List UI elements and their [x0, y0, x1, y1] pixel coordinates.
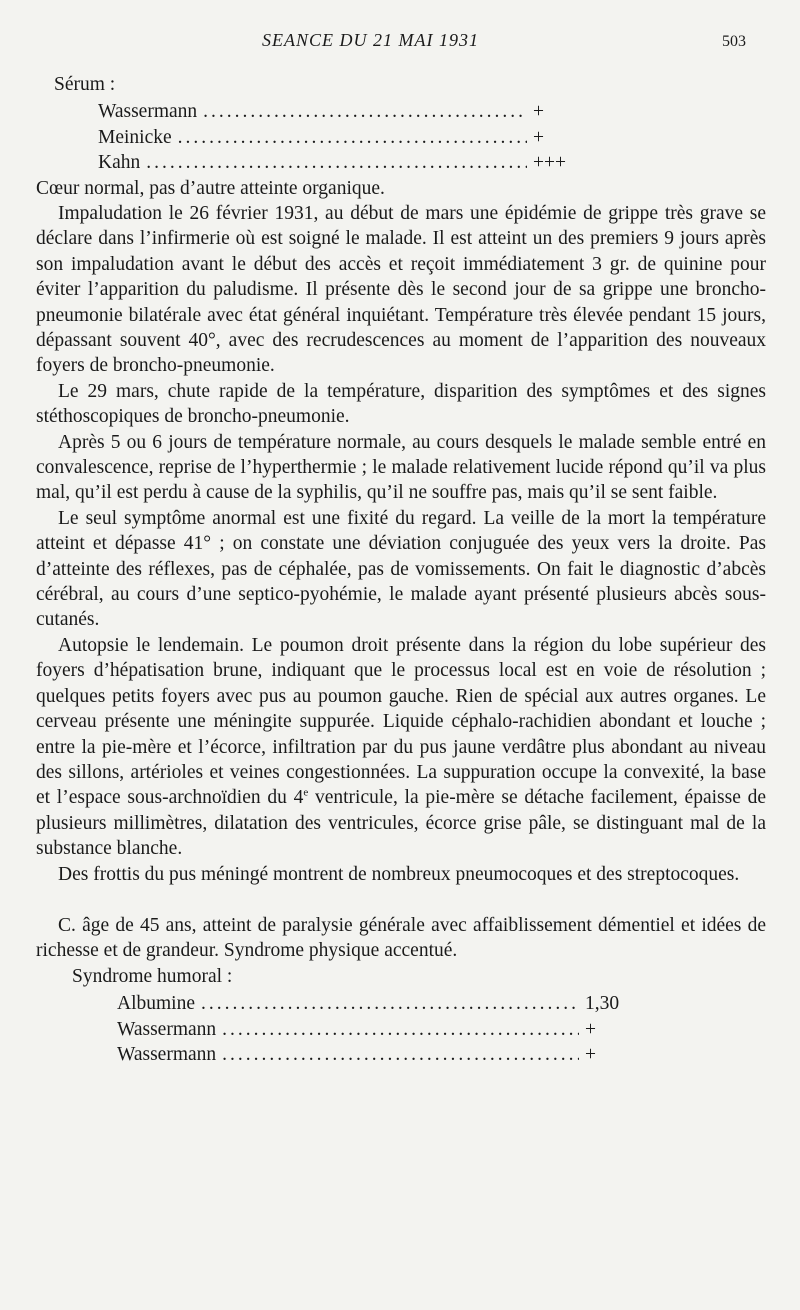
test-name: Meinicke [98, 126, 172, 148]
paragraph-text: ventricule, la pie-mère se détache facilement, épaisse de plusieurs millimètres, dilatation des ventricules, écorce grise pâle, se distinguant mal de la substance blanche. [36, 787, 766, 860]
humoral-row [36, 1042, 625, 1067]
page-number: 503 [722, 33, 746, 50]
paragraph: Cœur normal, pas d’autre atteinte organique. [36, 177, 385, 199]
serum-row [36, 99, 573, 124]
test-result: 1,30 [585, 993, 620, 1015]
leader-dots [222, 1017, 579, 1042]
test-name: Wassermann [117, 1043, 217, 1065]
humoral-row [36, 991, 625, 1016]
paragraph-autopsy [36, 633, 766, 862]
running-header [0, 30, 800, 56]
paragraph: Le 29 mars, chute rapide de la température, disparition des symptômes et des signes stéthoscopiques de broncho-pneumonie. [36, 380, 766, 428]
serum-row [36, 125, 573, 150]
paragraph-text: Autopsie le lendemain. Le poumon droit présente dans la région du lobe supérieur des foyers d’hépatisation brune, indiquant que le processus local est en voie de résolution ; quelques petits foyers avec pus au poumon gauche. Rien de spécial aux autres organes. Le cerveau présente une méningite suppurée. Liquide céphalo-rachidien abondant et louche ; entre la pie-mère et l’écorce, infiltration par du pus jaune verdâtre plus abondant au niveau des sillons, artérioles et veines congestionnées. La suppuration occupe la convexité, la base et l’espace sous-archnoïdien du 4 [36, 634, 766, 809]
session-title: SEANCE DU 21 MAI 1931 [262, 30, 479, 50]
test-name: Kahn [98, 152, 141, 174]
humoral-label: Syndrome humoral : [72, 965, 233, 987]
test-result: + [533, 101, 544, 123]
body-text [36, 72, 766, 1067]
humoral-row [36, 1017, 625, 1042]
paragraph: Impaludation le 26 février 1931, au début de mars une épidémie de grippe très grave se déclare dans l’infirmerie où est soigné le malade. Il est atteint un des premiers 9 jours après son impaludation avant le début des accès et reçoit immédiatement 3 gr. de quinine pour éviter l’apparition du paludisme. Il présente dès le second jour de sa grippe une broncho-pneumonie bilatérale avec état général inquiétant. Température très élevée pendant 15 jours, dépassant souvent 40°, avec des recrudescences au moment de l’apparition des nouveaux foyers de broncho-pneumonie. [36, 202, 766, 377]
leader-dots [201, 991, 579, 1016]
paragraph: Le seul symptôme anormal est une fixité du regard. La veille de la mort la température atteint et dépasse 41° ; on constate une déviation conjuguée des yeux vers la droite. Pas d’atteinte des réflexes, pas de céphalée, pas de vomissements. On fait le diagnostic d’abcès cérébral, au cours d’une septico-pyohémie, le malade ayant présenté plusieurs abcès sous-cutanés. [36, 507, 766, 631]
test-name: Albumine [117, 993, 195, 1015]
leader-dots [146, 150, 527, 175]
test-result: +++ [533, 152, 566, 174]
serum-results [36, 99, 766, 175]
section-gap [36, 887, 766, 913]
leader-dots [203, 99, 527, 124]
serum-label: Sérum : [54, 74, 116, 95]
paragraph: Des frottis du pus méningé montrent de nombreux pneumocoques et des streptocoques. [58, 863, 740, 885]
test-name: Wassermann [98, 101, 198, 123]
serum-row [36, 150, 573, 175]
test-result: + [585, 1018, 596, 1040]
humoral-results [36, 991, 766, 1067]
test-result: + [585, 1043, 596, 1065]
test-result: + [533, 126, 544, 148]
leader-dots [178, 125, 527, 150]
leader-dots [222, 1042, 579, 1067]
case-c-paragraph: C. âge de 45 ans, atteint de paralysie générale avec affaiblissement démentiel et idées de richesse et de grandeur. Syndrome physique accentué. [36, 914, 766, 962]
superscript: e [303, 786, 309, 799]
test-name: Wassermann [117, 1018, 217, 1040]
paragraph: Après 5 ou 6 jours de température normale, au cours desquels le malade semble entré en convalescence, reprise de l’hyperthermie ; le malade relativement lucide répond qu’il va plus mal, qu’il est perdu à cause de la syphilis, qu’il ne souffre pas, mais qu’il se sent faible. [36, 431, 766, 504]
